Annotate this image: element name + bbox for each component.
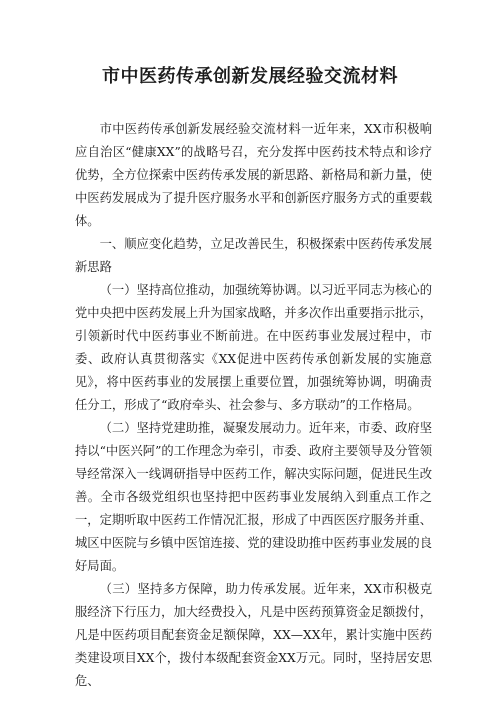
paragraph-2: （二）坚持党建助推，凝聚发展动力。近年来，市委、政府坚持以“中医兴阿”的工作理念为牵引，市委、政府主要领导及分管领导经常深入一线调研指导中医药工作，解决实际问题，促进民生改善。全市各级党组织也坚持把中医药事业发展纳入到重点工作之一，定期听取中医药工作情况汇报，形成了中西医医疗服务并重、城区中医院与乡镇中医馆连接、党的建设助推中医药事业发展的良好局面。	[75, 421, 432, 573]
paragraph-3: （三）坚持多方保障，助力传承发展。近年来，XX市积极克服经济下行压力，加大经费投入，凡是中医药预算资金足额拨付，凡是中医药项目配套资金足额保障，XX—XX年，累计实施中医药类建设项目XX个，拨付本级配套资金XX万元。同时，坚持居安思危、	[75, 582, 432, 688]
paragraph-intro: 市中医药传承创新发展经验交流材料一近年来，XX市积极响应自治区“健康XX”的战略号召，充分发挥中医药技术特点和诊疗优势，全方位探索中医药传承发展的新思路、新格局和新力量，使中医药发展成为了提升医疗服务水平和创新医疗服务方式的重要载体。	[75, 122, 432, 228]
document-body	[75, 118, 432, 693]
section-heading-1: 一、顺应变化趋势，立足改善民生，积极探索中医药传承发展新思路	[75, 237, 432, 274]
paragraph-1: （一）坚持高位推动，加强统筹协调。以习近平同志为核心的党中央把中医药发展上升为国家战略，并多次作出重要指示批示，引领新时代中医药事业不断前进。在中医药事业发展过程中，市委、政府认真贯彻落实《XX促进中医药传承创新发展的实施意见》，将中医药事业的发展摆上重要位置，加强统筹协调，明确责任分工，形成了“政府牵头、社会参与、多方联动”的工作格局。	[75, 283, 432, 412]
document-title: 市中医药传承创新发展经验交流材料	[102, 66, 398, 87]
